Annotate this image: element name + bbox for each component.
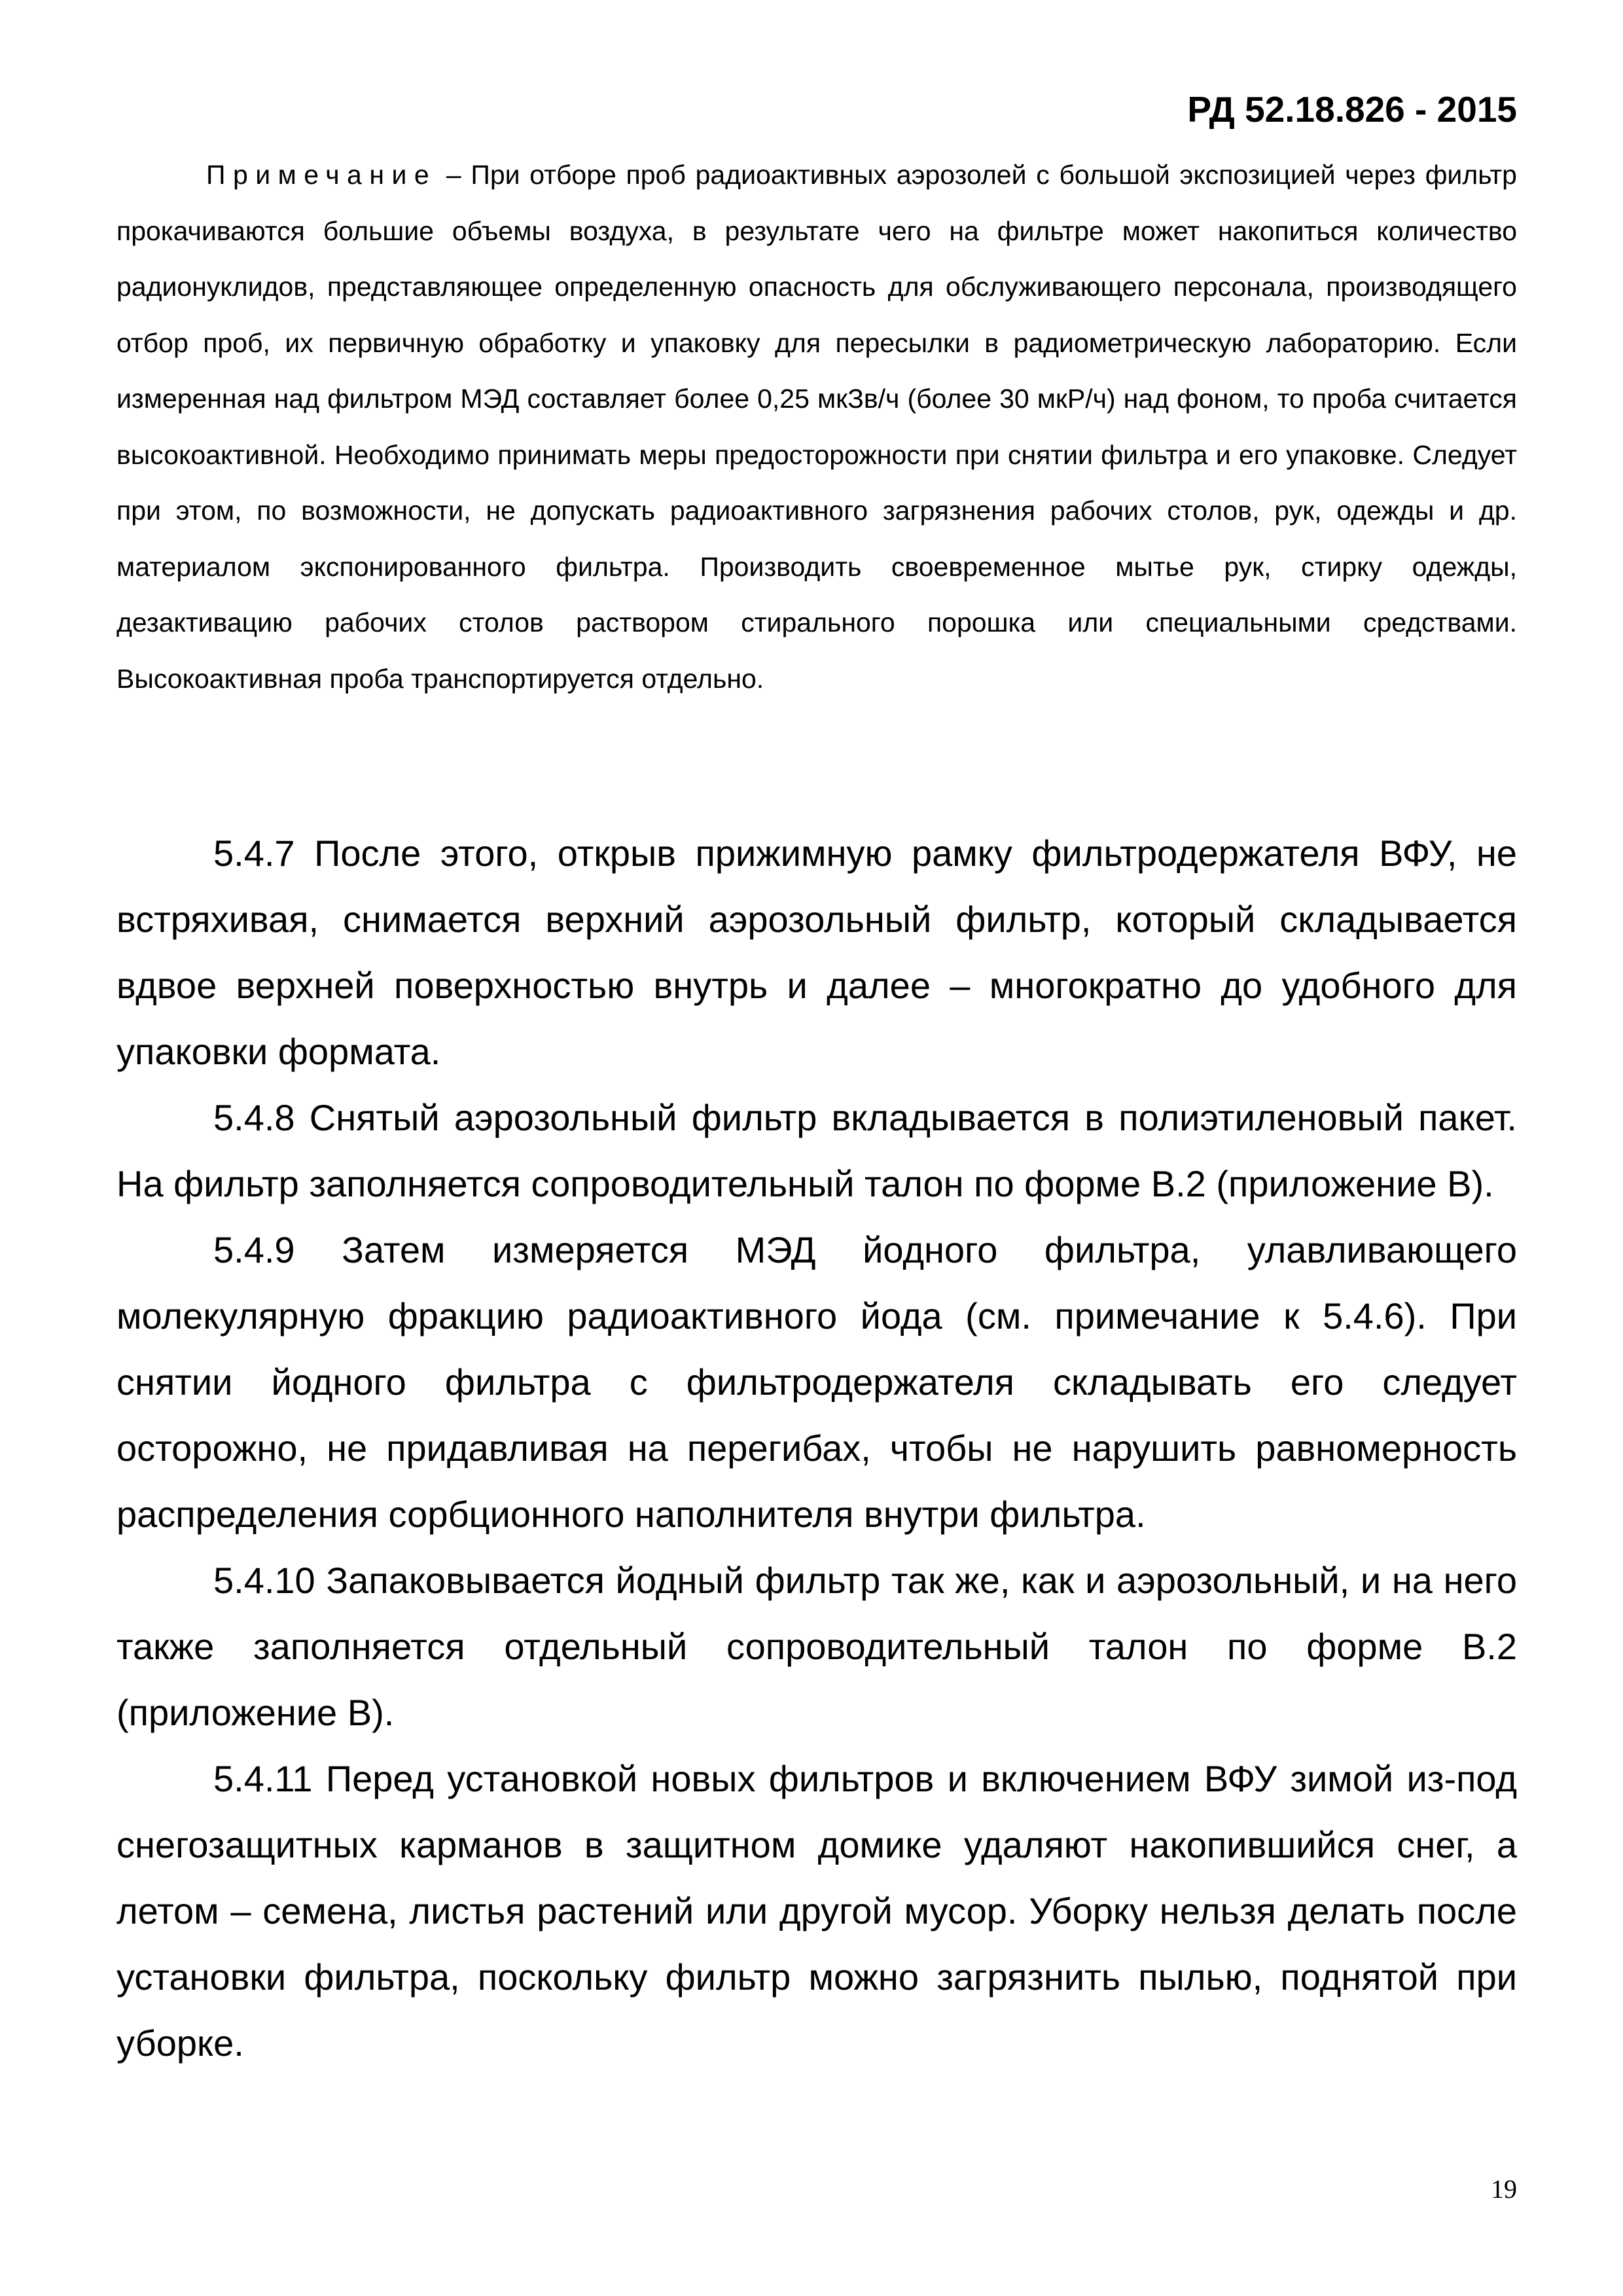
paragraph-5-4-7: 5.4.7 После этого, открыв прижимную рамку фильтродержателя ВФУ, не встряхивая, снимается верхний аэрозольный фильтр, который складывается вдвое верхней поверхностью внутрь и далее – многократно до удобного для упаковки формата. <box>116 833 1517 1072</box>
paragraph-5-4-10: 5.4.10 Запаковывается йодный фильтр так же, как и аэрозольный, и на него также заполняется отдельный сопроводительный талон по форме В.2 (приложение В). <box>116 1560 1517 1733</box>
note-label: Примечание <box>206 160 437 190</box>
note-text: – При отборе проб радиоактивных аэрозолей с большой экспозицией через фильтр прокачиваются большие объемы воздуха, в результате чего на фильтре может накопиться количество радионуклидов, представляющее определенную опасность для обслуживающего персонала, производящего отбор проб, их первичную обработку и упаковку для пересылки в радиометрическую лабораторию. Если измеренная над фильтром МЭД составляет более 0,25 мкЗв/ч (более 30 мкР/ч) над фоном, то проба считается высокоактивной. Необходимо принимать меры предосторожности при снятии фильтра и его упаковке. Следует при этом, по возможности, не допускать радиоактивного загрязнения рабочих столов, рук, одежды и др. материалом экспонированного фильтра. Производить своевременное мытье рук, стирку одежды, дезактивацию рабочих столов раствором стирального порошка или специальными средствами. Высокоактивная проба транспортируется отдельно. <box>116 160 1517 694</box>
paragraph-5-4-11: 5.4.11 Перед установкой новых фильтров и включением ВФУ зимой из-под снегозащитных карманов в защитном домике удаляют накопившийся снег, а летом – семена, листья растений или другой мусор. Уборку нельзя делать после установки фильтра, поскольку фильтр можно загрязнить пылью, поднятой при уборке. <box>116 1758 1517 2064</box>
document-code-header: РД 52.18.826 - 2015 <box>1187 89 1517 130</box>
paragraph-5-4-9: 5.4.9 Затем измеряется МЭД йодного фильтра, улавливающего молекулярную фракцию радиоактивного йода (см. примечание к 5.4.6). При снятии йодного фильтра с фильтродержателя складывать его следует осторожно, не придавливая на перегибах, чтобы не нарушить равномерность распределения сорбционного наполнителя внутри фильтра. <box>116 1229 1517 1535</box>
page-number: 19 <box>1491 2174 1517 2204</box>
section-body <box>116 820 1517 2076</box>
note-block <box>116 147 1517 707</box>
paragraph-5-4-8: 5.4.8 Снятый аэрозольный фильтр вкладывается в полиэтиленовый пакет. На фильтр заполняется сопроводительный талон по форме В.2 (приложение В). <box>116 1097 1517 1204</box>
